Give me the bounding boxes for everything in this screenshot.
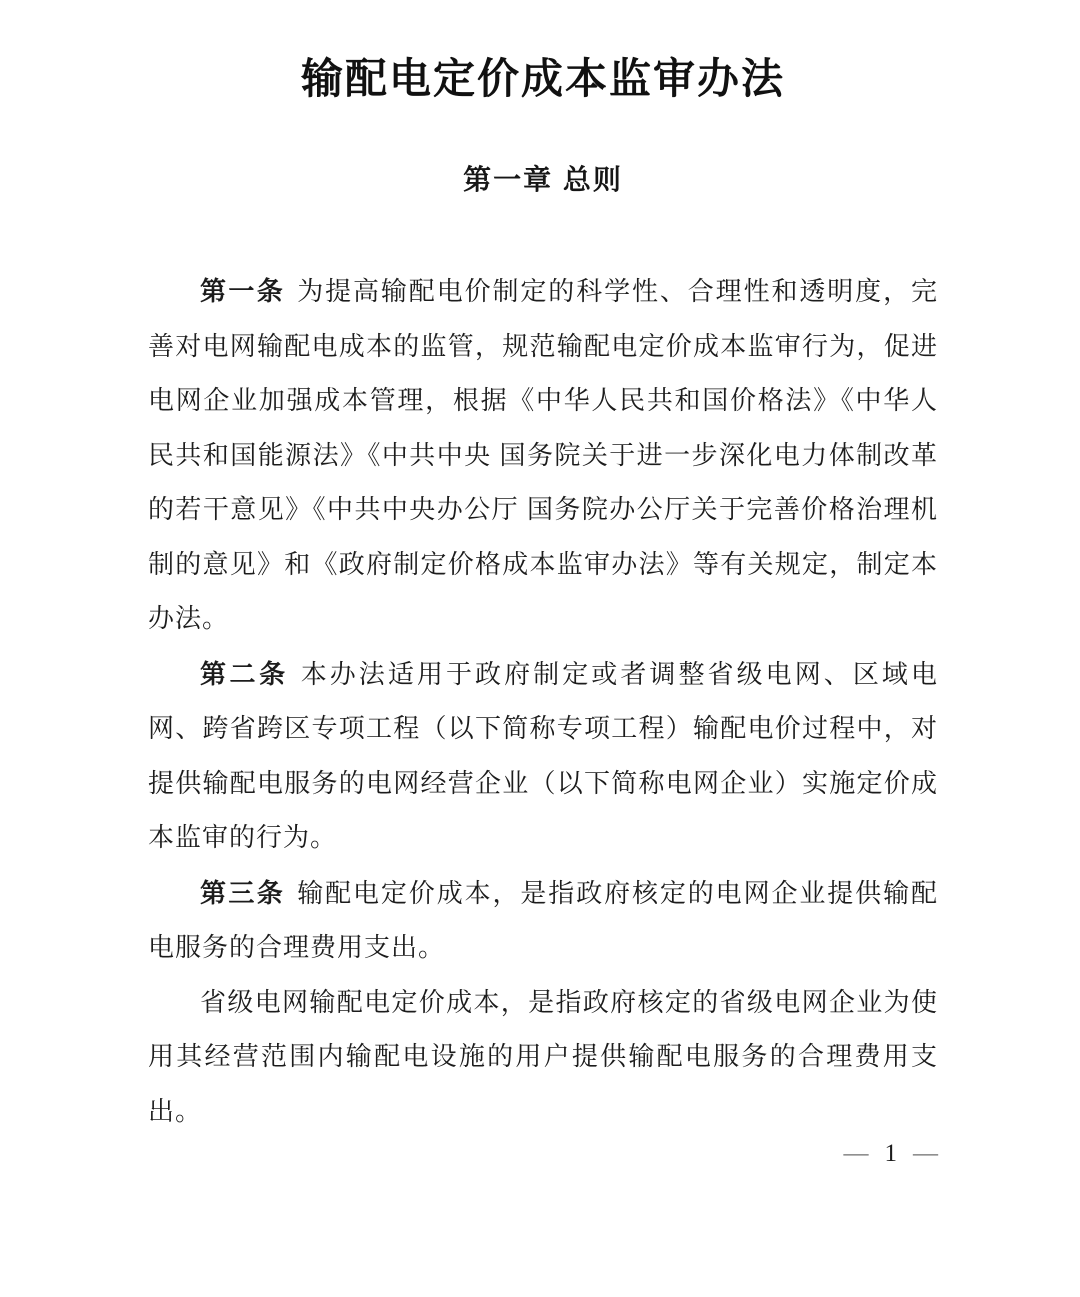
page-number	[844, 1139, 939, 1169]
page-number-dash-left: —	[843, 1140, 869, 1167]
page-number-dash-right: —	[913, 1140, 938, 1167]
article-label: 第一条	[200, 276, 286, 306]
document-body	[148, 264, 938, 1139]
chapter-heading: 第一章 总则	[463, 164, 623, 195]
paragraph: 第二条 本办法适用于政府制定或者调整省级电网、区域电网、跨省跨区专项工程（以下简称专项工程）输配电价过程中，对提供输配电服务的电网经营企业（以下简称电网企业）实施定价成本监审的行为。	[148, 658, 938, 852]
paragraph: 第三条 输配电定价成本，是指政府核定的电网企业提供输配电服务的合理费用支出。	[148, 877, 938, 962]
paragraph: 省级电网输配电定价成本，是指政府核定的省级电网企业为使用其经营范围内输配电设施的用户提供输配电服务的合理费用支出。	[148, 987, 938, 1126]
document-title: 输配电定价成本监审办法	[300, 57, 785, 103]
article-label: 第三条	[200, 877, 286, 908]
page-number-value: 1	[884, 1140, 897, 1167]
paragraph: 第一条 为提高输配电价制定的科学性、合理性和透明度，完善对电网输配电成本的监管，规范输配电定价成本监审行为，促进电网企业加强成本管理，根据《中华人民共和国价格法》《中华人民共和国能源法》《中共中央 国务院关于进一步深化电力体制改革的若干意见》《中共中央办公厅 国务院办公厅关于完善价格治理机制的意见》和《政府制定价格成本监审办法》等有关规定，制定本办法。	[148, 276, 938, 633]
article-label: 第二条	[200, 658, 289, 689]
